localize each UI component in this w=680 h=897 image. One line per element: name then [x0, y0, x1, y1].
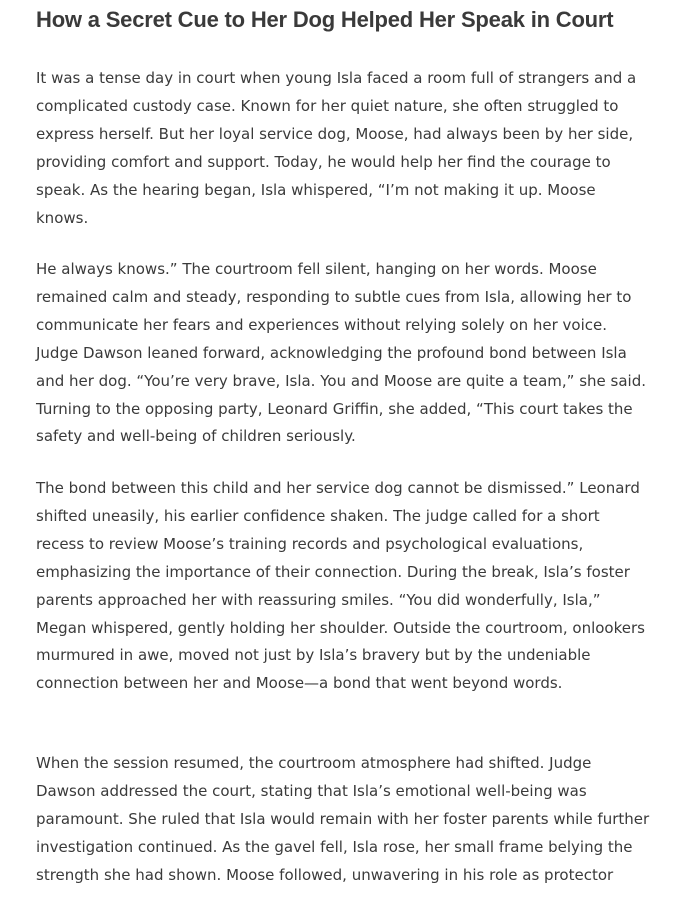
article-paragraph-4: When the session resumed, the courtroom atmosphere had shifted. Judge Dawson addressed the court, stating that Isla’s emotional well-being was paramount. She ruled that Isla would remain with her foster parents while further investigation continued. As the gavel fell, Isla rose, her small frame belying the strength she had shown. Moose followed, unwavering in his role as protector — [36, 754, 650, 884]
article-paragraph-1: It was a tense day in court when young Isla faced a room full of strangers and a complicated custody case. Known for her quiet nature, she often struggled to express herself. But her loyal service dog, Moose, had always been by her side, providing comfort and support. Today, he would help her find the courage to speak. As the hearing began, Isla whispered, “I’m not making it up. Moose knows. — [36, 69, 637, 227]
article-title: How a Secret Cue to Her Dog Helped Her Speak in Court — [36, 7, 614, 32]
article-paragraph-2: He always knows.” The courtroom fell silent, hanging on her words. Moose remained calm and steady, responding to subtle cues from Isla, allowing her to communicate her fears and experiences without relying solely on her voice. Judge Dawson leaned forward, acknowledging the profound bond between Isla and her dog. “You’re very brave, Isla. You and Moose are quite a team,” she said. Turning to the opposing party, Leonard Griffin, she added, “This court takes the safety and well-being of children seriously. — [36, 260, 646, 446]
article-paragraph-3: The bond between this child and her service dog cannot be dismissed.” Leonard shifted uneasily, his earlier confidence shaken. The judge called for a short recess to review Moose’s training records and psychological evaluations, emphasizing the importance of their connection. During the break, Isla’s foster parents approached her with reassuring smiles. “You did wonderfully, Isla,” Megan whispered, gently holding her shoulder. Outside the courtroom, onlookers murmured in awe, moved not just by Isla’s bravery but by the undeniable connection between her and Moose—a bond that went beyond words. — [36, 479, 645, 693]
article — [36, 0, 650, 884]
